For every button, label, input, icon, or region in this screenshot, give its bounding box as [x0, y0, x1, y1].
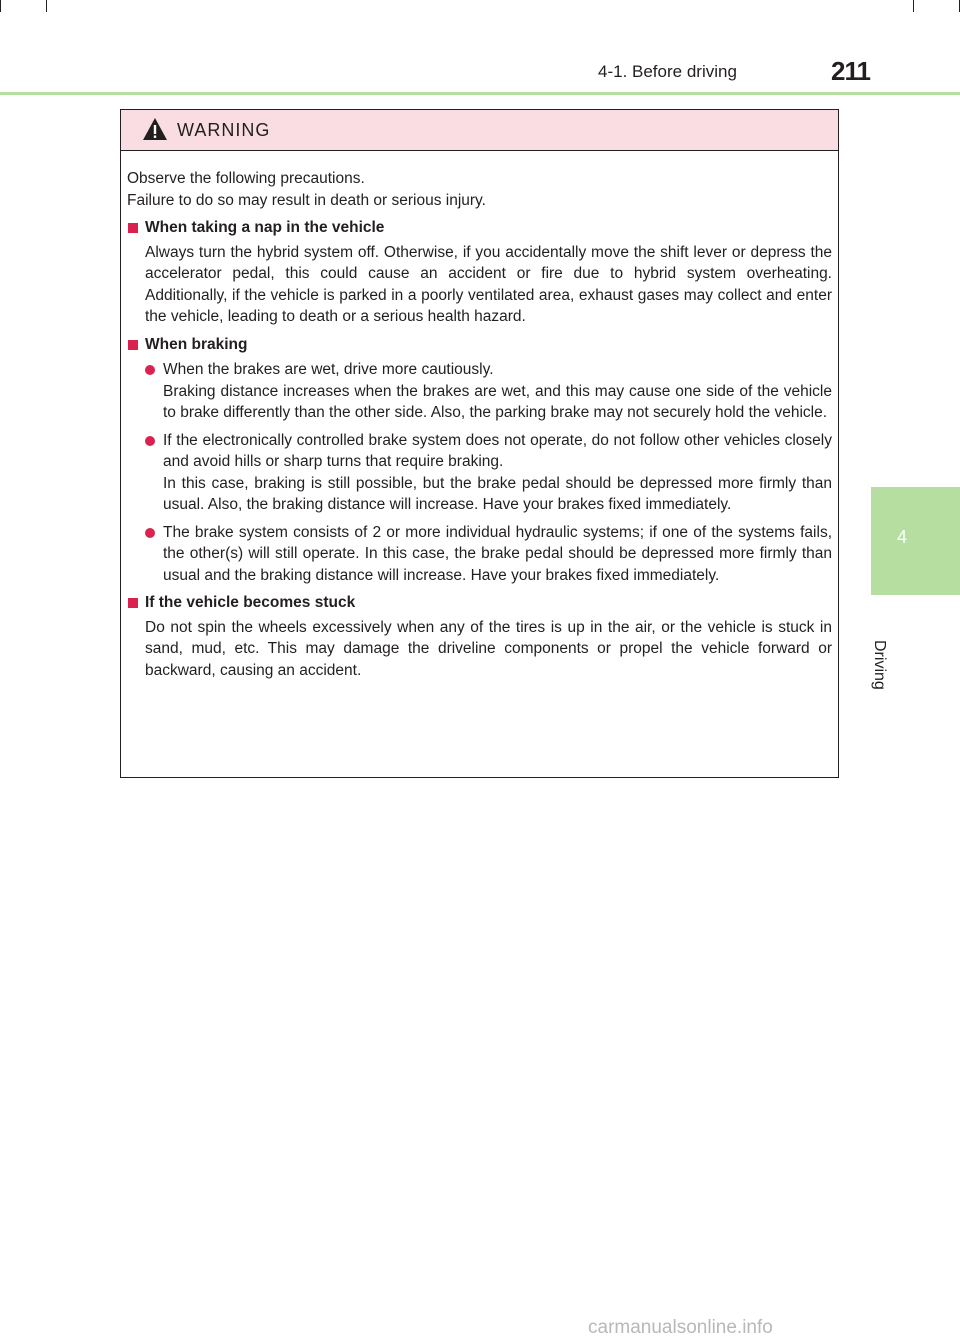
- chapter-label: Driving: [871, 640, 888, 690]
- intro-line: Observe the following precautions.: [127, 170, 365, 187]
- list-item: [163, 430, 832, 516]
- list-item: [163, 522, 832, 587]
- circle-bullet-icon: [145, 365, 155, 375]
- square-bullet-icon: [128, 223, 138, 233]
- section-nap: [127, 217, 832, 328]
- intro-line: Failure to do so may result in death or serious injury.: [127, 191, 486, 209]
- warning-header: [121, 110, 838, 151]
- warning-body: [127, 168, 832, 681]
- warning-title: WARNING: [177, 120, 271, 140]
- warning-intro: [127, 168, 832, 211]
- bullet-line: When the brakes are wet, drive more cautiously.: [163, 361, 494, 378]
- section-braking: [127, 334, 832, 587]
- bullet-line: If the electronically controlled brake system does not operate, do not follow other vehicles closely and avoid hills or sharp turns that require braking.: [163, 431, 832, 470]
- section-paragraph: Always turn the hybrid system off. Otherwise, if you accidentally move the shift lever or depress the accelerator pedal, this could cause an accident or fire due to hybrid system overheating. Additionally, if the vehicle is parked in a poorly ventilated area, exhaust gases may collect and enter the vehicle, leading to death or a serious health hazard.: [145, 243, 832, 325]
- bullet-line: The brake system consists of 2 or more individual hydraulic systems; if one of the systems fails, the other(s) will still operate. In this case, the brake pedal should be depressed more firmly than usual and the braking distance will increase. Have your brakes fixed immediately.: [163, 523, 832, 584]
- page-number: 211: [831, 56, 870, 86]
- bullet-line: In this case, braking is still possible, but the brake pedal should be depressed more firmly than usual. Also, the braking distance will increase. Have your brakes fixed immediately.: [163, 474, 832, 513]
- header-section-title: 4-1. Before driving: [598, 62, 737, 81]
- square-bullet-icon: [128, 598, 138, 608]
- section-title: If the vehicle becomes stuck: [127, 592, 832, 614]
- crop-mark: [0, 0, 1, 12]
- square-bullet-icon: [128, 340, 138, 350]
- warning-triangle-icon: [142, 117, 168, 146]
- header-rule: [0, 92, 960, 95]
- circle-bullet-icon: [145, 436, 155, 446]
- watermark[interactable]: carmanualsonline.info: [588, 1317, 773, 1338]
- list-item: [163, 359, 832, 424]
- bullet-line: Braking distance increases when the brakes are wet, and this may cause one side of the vehicle to brake differently than the other side. Also, the parking brake may not securely hold the vehicle.: [163, 382, 832, 421]
- section-paragraph: Do not spin the wheels excessively when any of the tires is up in the air, or the vehicle is stuck in sand, mud, etc. This may damage the driveline components or propel the vehicle forward or backward, causing an accident.: [145, 618, 832, 679]
- crop-mark: [46, 0, 47, 12]
- circle-bullet-icon: [145, 528, 155, 538]
- crop-mark: [913, 0, 914, 12]
- section-title: When taking a nap in the vehicle: [127, 217, 832, 239]
- warning-box: [120, 109, 839, 778]
- section-title: When braking: [127, 334, 832, 356]
- chapter-number: 4: [896, 527, 907, 547]
- chapter-tab: [871, 487, 960, 595]
- section-stuck: [127, 592, 832, 681]
